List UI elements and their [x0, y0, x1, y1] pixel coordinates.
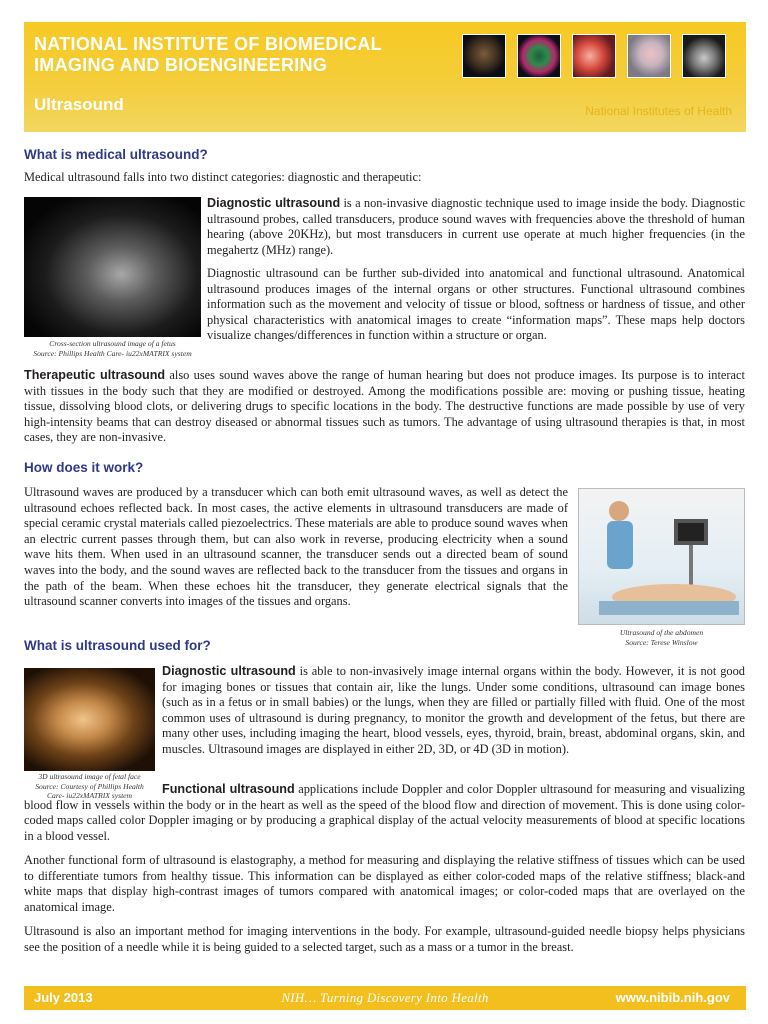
- footer-date: July 2013: [34, 990, 93, 1005]
- fetal-face-3d-image: [24, 668, 155, 771]
- intro-text: Medical ultrasound falls into two distinct categories: diagnostic and therapeutic:: [24, 170, 422, 184]
- functional-text: applications include Doppler and color Doppler ultrasound for measuring and visualizing blood flow in vessels within the body or in the heart as well as the speed of the blood flow and direction of movement. This is done using color-coded maps called color Doppler imaging or by producing a graphical display of the actual velocity measurements of blood at specific locations in a blood vessel.: [24, 782, 746, 843]
- page-title: Ultrasound: [34, 95, 124, 114]
- term-diagnostic-2: Diagnostic ultrasound: [162, 664, 296, 678]
- caption-line: Source: Phillips Health Care- iu22xMATRIX system: [33, 348, 192, 358]
- fetus-image-caption: [24, 339, 201, 358]
- fetus-ultrasound-image: [24, 197, 201, 337]
- abdomen-illustration-svg: [579, 489, 744, 624]
- term-functional: Functional ultrasound: [162, 782, 295, 796]
- header-banner: [24, 22, 746, 132]
- org-name: [34, 34, 454, 76]
- org-name-line2: IMAGING AND BIOENGINEERING: [34, 55, 328, 75]
- tissue-thumbnail: [572, 34, 616, 78]
- how-paragraph: Ultrasound waves are produced by a transducer which can both emit ultrasound waves, as well as detect the ultrasound echoes reflected back. In most cases, the active elements in ultrasound transducers are made of special ceramic crystal materials called piezoelectrics. These materials are able to produce sound waves when an electric current passes through them, but can also work in reverse, producing electricity when a sound wave hits them. When used in an ultrasound scanner, the transducer sends out a directed beam of sound waves into the body, and the sound waves are reflected back to the transducer from the tissues and organs in the path of the beam. When these echoes hit the transducer, they generate electrical signals that the ultrasound scanner converts into images of the tissues and organs.: [24, 485, 568, 609]
- caption-line: Source: Terese Winslow: [625, 637, 698, 647]
- diagnostic-text-1: is a non-invasive diagnostic technique used to image inside the body. Diagnostic ultrasound probes, called transducers, produce sound waves with frequencies above the threshold of human hearing (above 20KHz), but most transducers in current use operate at much higher frequencies (in the megahertz (MHz) range).: [207, 196, 745, 257]
- footer-tagline: NIH… Turning Discovery Into Health: [281, 990, 489, 1005]
- instrument-thumbnail: [682, 34, 726, 78]
- section-heading-what-is: What is medical ultrasound?: [24, 147, 208, 162]
- functional-paragraph: [24, 782, 745, 844]
- interventions-paragraph: Ultrasound is also an important method for imaging interventions in the body. For example, ultrasound-guided needle biopsy helps physicians see the position of a needle while it is being guided to a selected target, such as a mass or a tumor in the breast.: [24, 924, 745, 954]
- device-thumbnail: [627, 34, 671, 78]
- section-heading-used-for: What is ultrasound used for?: [24, 638, 211, 653]
- org-name-line1: NATIONAL INSTITUTE OF BIOMEDICAL: [34, 34, 382, 54]
- term-therapeutic: Therapeutic ultrasound: [24, 368, 166, 382]
- diagnostic-paragraph-2: Diagnostic ultrasound can be further sub-divided into anatomical and functional ultrasound. Anatomical ultrasound produces images of the internal organs or other structures. Functional ultrasound combines information such as the movement and velocity of tissue or blood, softness or hardness of tissue, and other physical characteristics with anatomical images to create “information maps”. These maps help doctors visualize changes/differences in function within a structure or organ.: [207, 266, 745, 343]
- nih-label: National Institutes of Health: [585, 104, 732, 118]
- diagnostic-uses-text: is able to non-invasively image internal organs within the body. However, it is not good for imaging bones or tissues that contain air, like the lungs. Under some conditions, ultrasound can image bones (such as in a fetus or in small babies) or the lungs, when they are filled or partially filled with fluid. One of the most common uses of ultrasound is during pregnancy, to monitor the growth and development of the fetus, but there are many other uses, including imaging the heart, blood vessels, eyes, thyroid, brain, breast, abdominal organs, skin, and muscles. Ultrasound images are displayed in either 2D, 3D, or 4D (3D in motion).: [162, 664, 745, 756]
- abdomen-image-caption: [578, 628, 745, 647]
- footer-url: www.nibib.nih.gov: [615, 990, 730, 1005]
- term-diagnostic: Diagnostic ultrasound: [207, 196, 341, 210]
- brain-scan-thumbnail: [462, 34, 506, 78]
- header-thumbnails: [462, 34, 726, 78]
- abdomen-ultrasound-illustration: [578, 488, 745, 625]
- caption-line: Care- iu22xMATRIX system: [46, 791, 133, 800]
- therapeutic-paragraph: [24, 368, 745, 446]
- diagnostic-uses-paragraph: [162, 664, 745, 758]
- caption-line: Ultrasound of the abdomen: [619, 628, 704, 637]
- elastography-paragraph: Another functional form of ultrasound is elastography, a method for measuring and displaying the relative stiffness of tissues which can be used to differentiate tumors from healthy tissue. This information can be displayed as either color-coded maps of the relative stiffness; black-and white maps that display high-contrast images of tumors compared with anatomical images; or color-coded maps that are overlayed on the anatomical image.: [24, 853, 745, 914]
- caption-line: Source: Courtesy of Phillips Health: [35, 781, 144, 791]
- therapeutic-text: also uses sound waves above the range of human hearing but does not produce images. Its purpose is to interact with tissues in the body such that they are modified or destroyed. Among the modifications possible are: moving or pushing tissue, heating tissue, dissolving blood clots, or delivering drugs to specific locations in the body. The destructive functions are made possible by use of very high-intensity beams that can destroy diseased or abnormal tissues such as tumors. The advantage of using ultrasound therapies is that, in most cases, they are non-invasive.: [24, 368, 745, 445]
- section-heading-how: How does it work?: [24, 460, 144, 475]
- caption-line: Cross-section ultrasound image of a fetus: [49, 339, 176, 348]
- diagnostic-paragraph-1: [207, 196, 745, 258]
- footer-bar: [24, 986, 746, 1010]
- caption-line: 3D ultrasound image of fetal face: [38, 772, 141, 781]
- color-scan-thumbnail: [517, 34, 561, 78]
